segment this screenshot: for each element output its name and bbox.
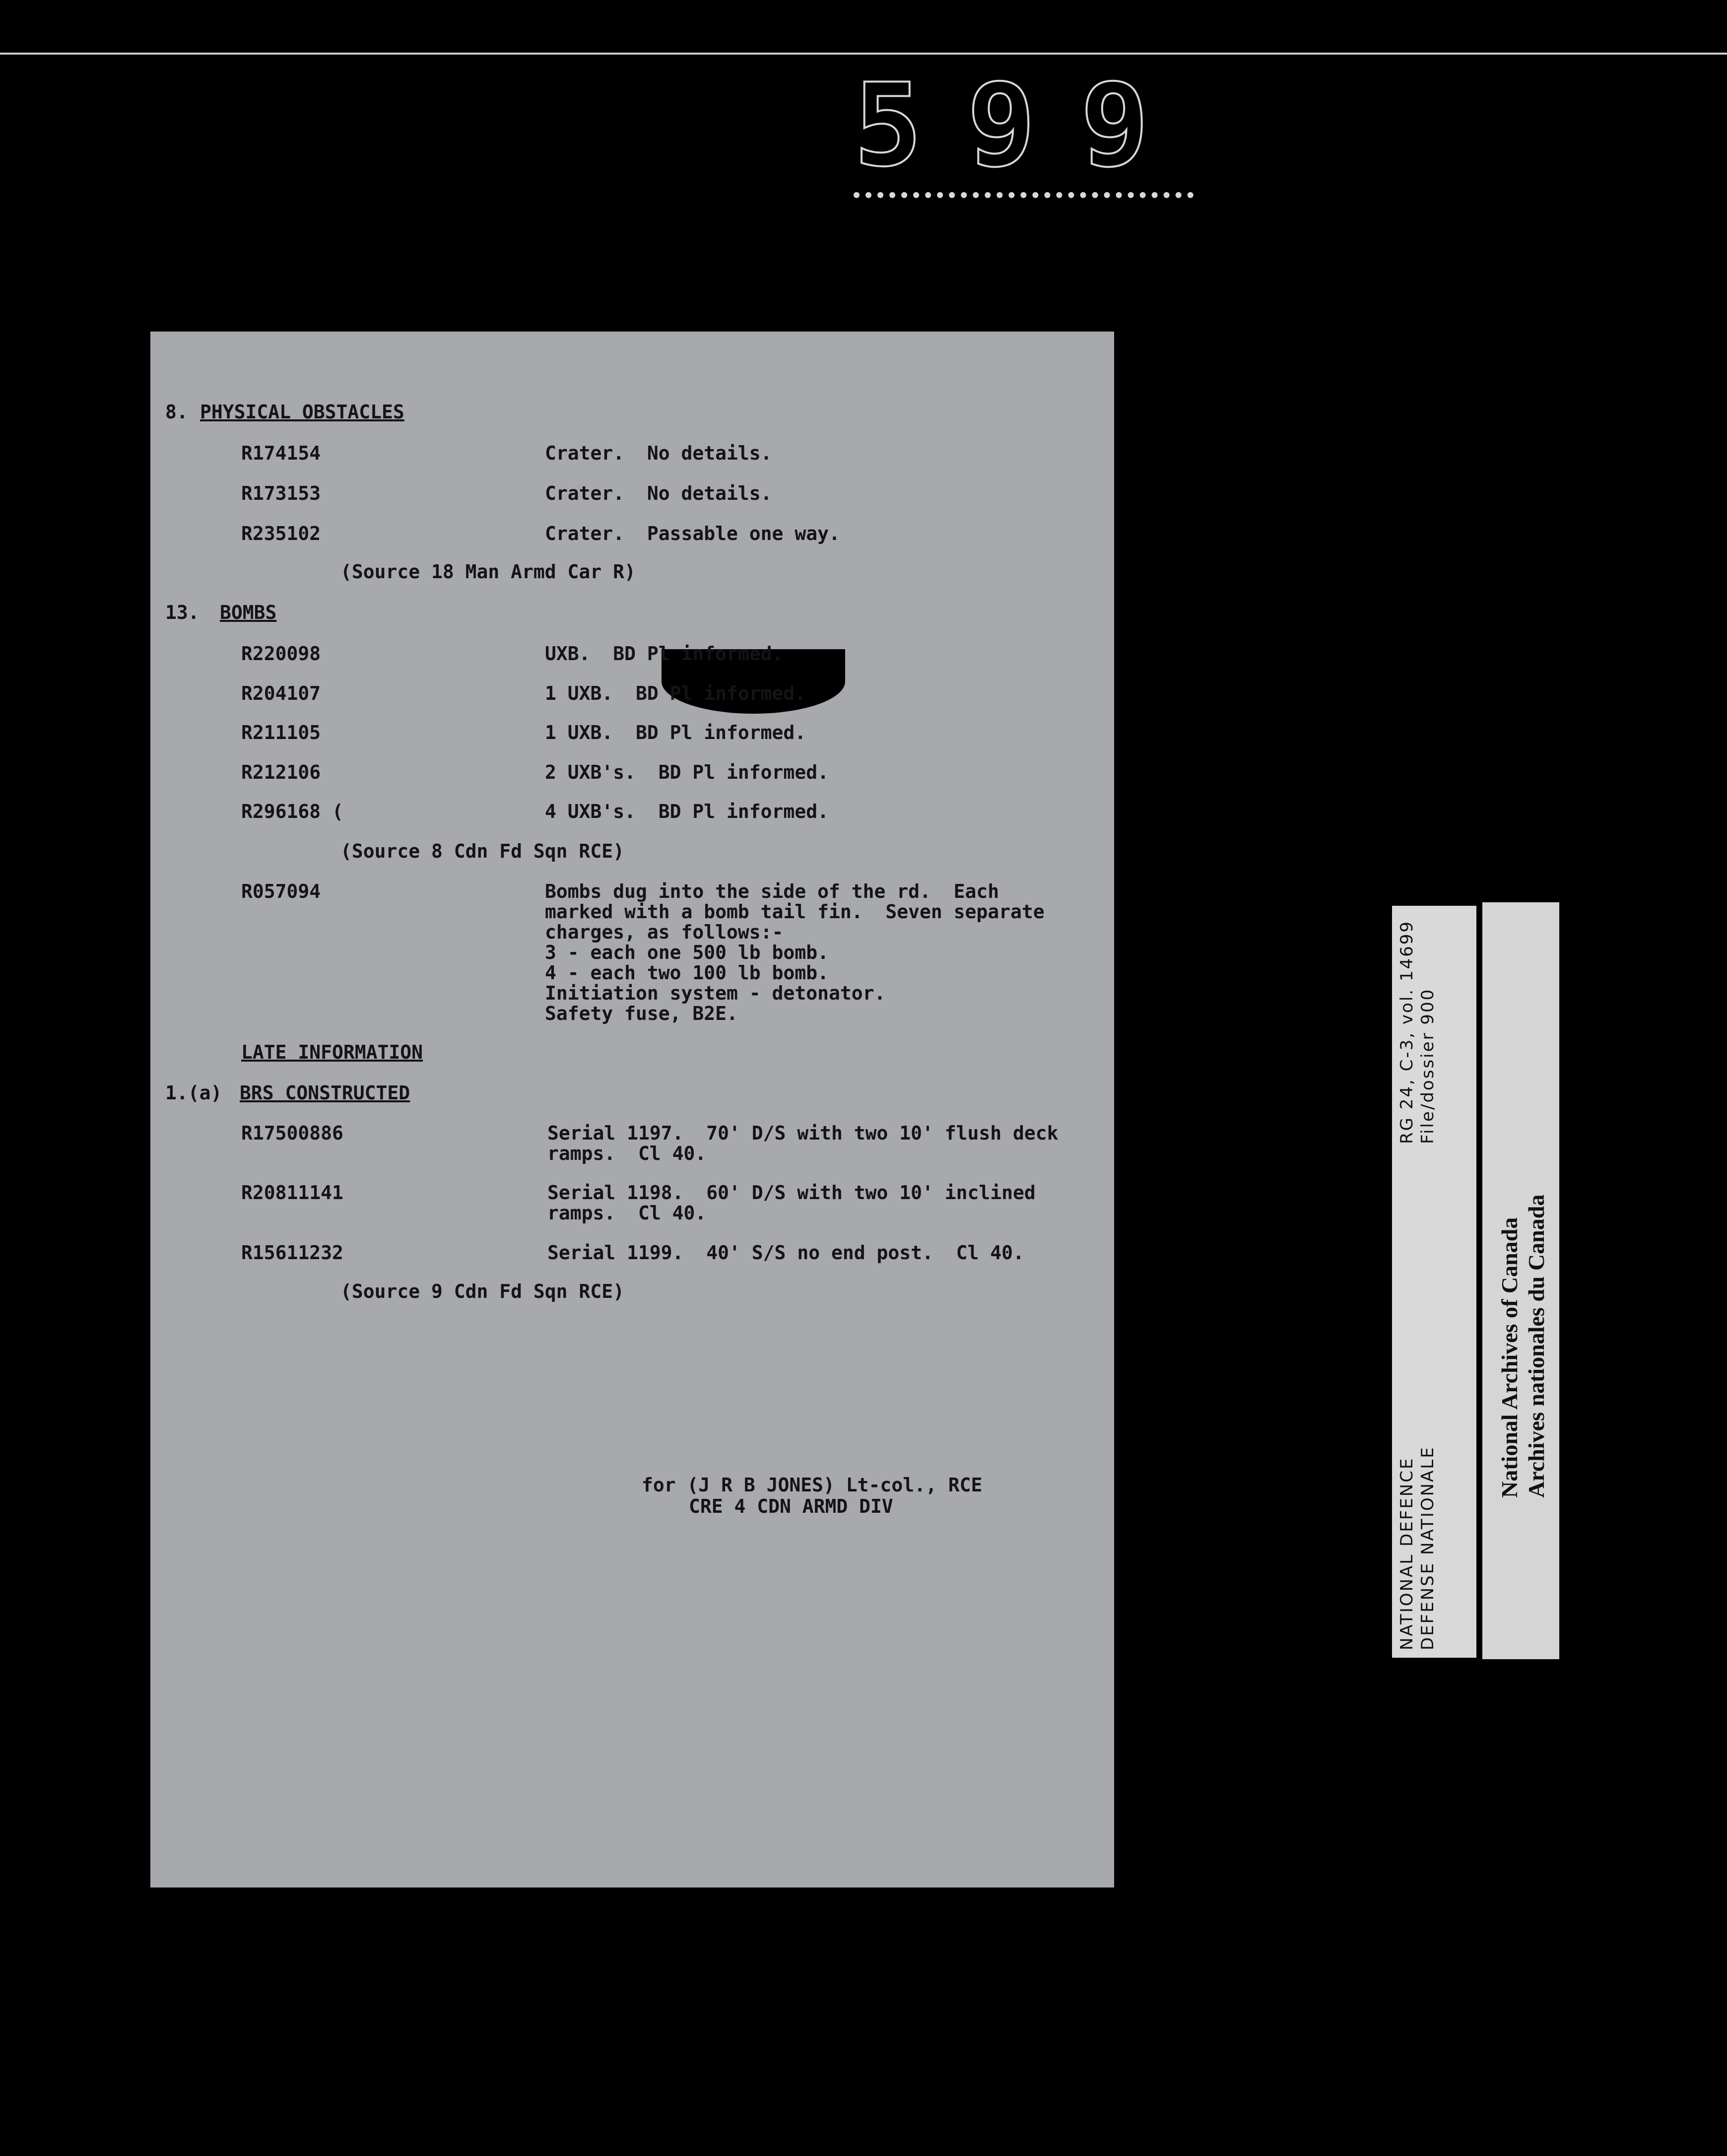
film-edge-line	[0, 53, 1727, 55]
section-number: 8.	[165, 401, 188, 423]
grid-ref: R204107	[241, 682, 321, 704]
bridge-desc: ramps. Cl 40.	[547, 1143, 707, 1164]
bomb-detail-line: charges, as follows:-	[545, 921, 784, 943]
frame-number: 599	[854, 60, 1194, 192]
bomb-desc: 4 UXB's. BD Pl informed.	[545, 801, 829, 822]
obstacle-desc: Crater. No details.	[545, 442, 772, 464]
bomb-detail-line: Initiation system - detonator.	[545, 982, 886, 1004]
obstacle-desc: Crater. Passable one way.	[545, 523, 840, 544]
defence-label-line: NATIONAL DEFENCE	[1397, 1457, 1417, 1650]
bomb-detail-line: 4 - each two 100 lb bomb.	[545, 962, 829, 984]
grid-ref: R057094	[241, 880, 321, 902]
grid-ref: R17500886	[241, 1122, 343, 1144]
archives-canada-label	[1482, 902, 1559, 1659]
grid-ref: R296168 (	[241, 801, 343, 822]
grid-ref: R174154	[241, 442, 321, 464]
bridge-desc: Serial 1199. 40' S/S no end post. Cl 40.	[547, 1242, 1024, 1264]
source-note: (Source 18 Man Armd Car R)	[340, 561, 636, 583]
bomb-detail-line: 3 - each one 500 lb bomb.	[545, 942, 829, 963]
grid-ref: R212106	[241, 761, 321, 783]
grid-ref: R20811141	[241, 1182, 343, 1204]
section-number: 13.	[165, 602, 199, 623]
archive-ref-line: File/dossier 900	[1418, 988, 1438, 1144]
source-note: (Source 8 Cdn Fd Sqn RCE)	[340, 840, 624, 862]
bomb-desc: 1 UXB. BD Pl informed.	[545, 722, 806, 743]
bomb-desc: UXB. BD Pl informed.	[545, 643, 784, 665]
source-note: (Source 9 Cdn Fd Sqn RCE)	[340, 1280, 624, 1302]
late-info-heading: LATE INFORMATION	[241, 1041, 423, 1063]
grid-ref: R211105	[241, 722, 321, 743]
signature-line: for (J R B JONES) Lt-col., RCE	[642, 1474, 983, 1496]
archives-name-en: National Archives of Canada	[1497, 1217, 1522, 1498]
defence-label-line: DEFENSE NATIONALE	[1418, 1446, 1438, 1650]
subsection-heading: BRS CONSTRUCTED	[240, 1082, 410, 1104]
archive-ref-line: RG 24, C-3, vol. 14699	[1397, 920, 1417, 1144]
punch-notch	[1256, 1443, 1291, 1543]
bridge-desc: ramps. Cl 40.	[547, 1202, 707, 1224]
bomb-detail-line: Safety fuse, B2E.	[545, 1003, 738, 1024]
bridge-desc: Serial 1198. 60' D/S with two 10' inclined	[547, 1182, 1036, 1204]
section-heading: PHYSICAL OBSTACLES	[200, 401, 404, 423]
bridge-desc: Serial 1197. 70' D/S with two 10' flush deck	[547, 1122, 1059, 1144]
bomb-desc: 2 UXB's. BD Pl informed.	[545, 761, 829, 783]
grid-ref: R173153	[241, 482, 321, 504]
grid-ref: R220098	[241, 643, 321, 665]
bomb-detail-line: marked with a bomb tail fin. Seven separate	[545, 901, 1045, 923]
bomb-desc: 1 UXB. BD Pl informed.	[545, 682, 806, 704]
section-heading: BOMBS	[220, 602, 277, 623]
archive-reference-label	[1392, 906, 1476, 1658]
grid-ref: R235102	[241, 523, 321, 544]
grid-ref: R15611232	[241, 1242, 343, 1264]
subsection-number: 1.(a)	[165, 1082, 222, 1104]
document-page	[150, 332, 1114, 1887]
bomb-detail-line: Bombs dug into the side of the rd. Each	[545, 880, 999, 902]
obstacle-desc: Crater. No details.	[545, 482, 772, 504]
signature-line: CRE 4 CDN ARMD DIV	[689, 1495, 893, 1517]
archives-name-fr: Archives nationales du Canada	[1524, 1194, 1549, 1498]
